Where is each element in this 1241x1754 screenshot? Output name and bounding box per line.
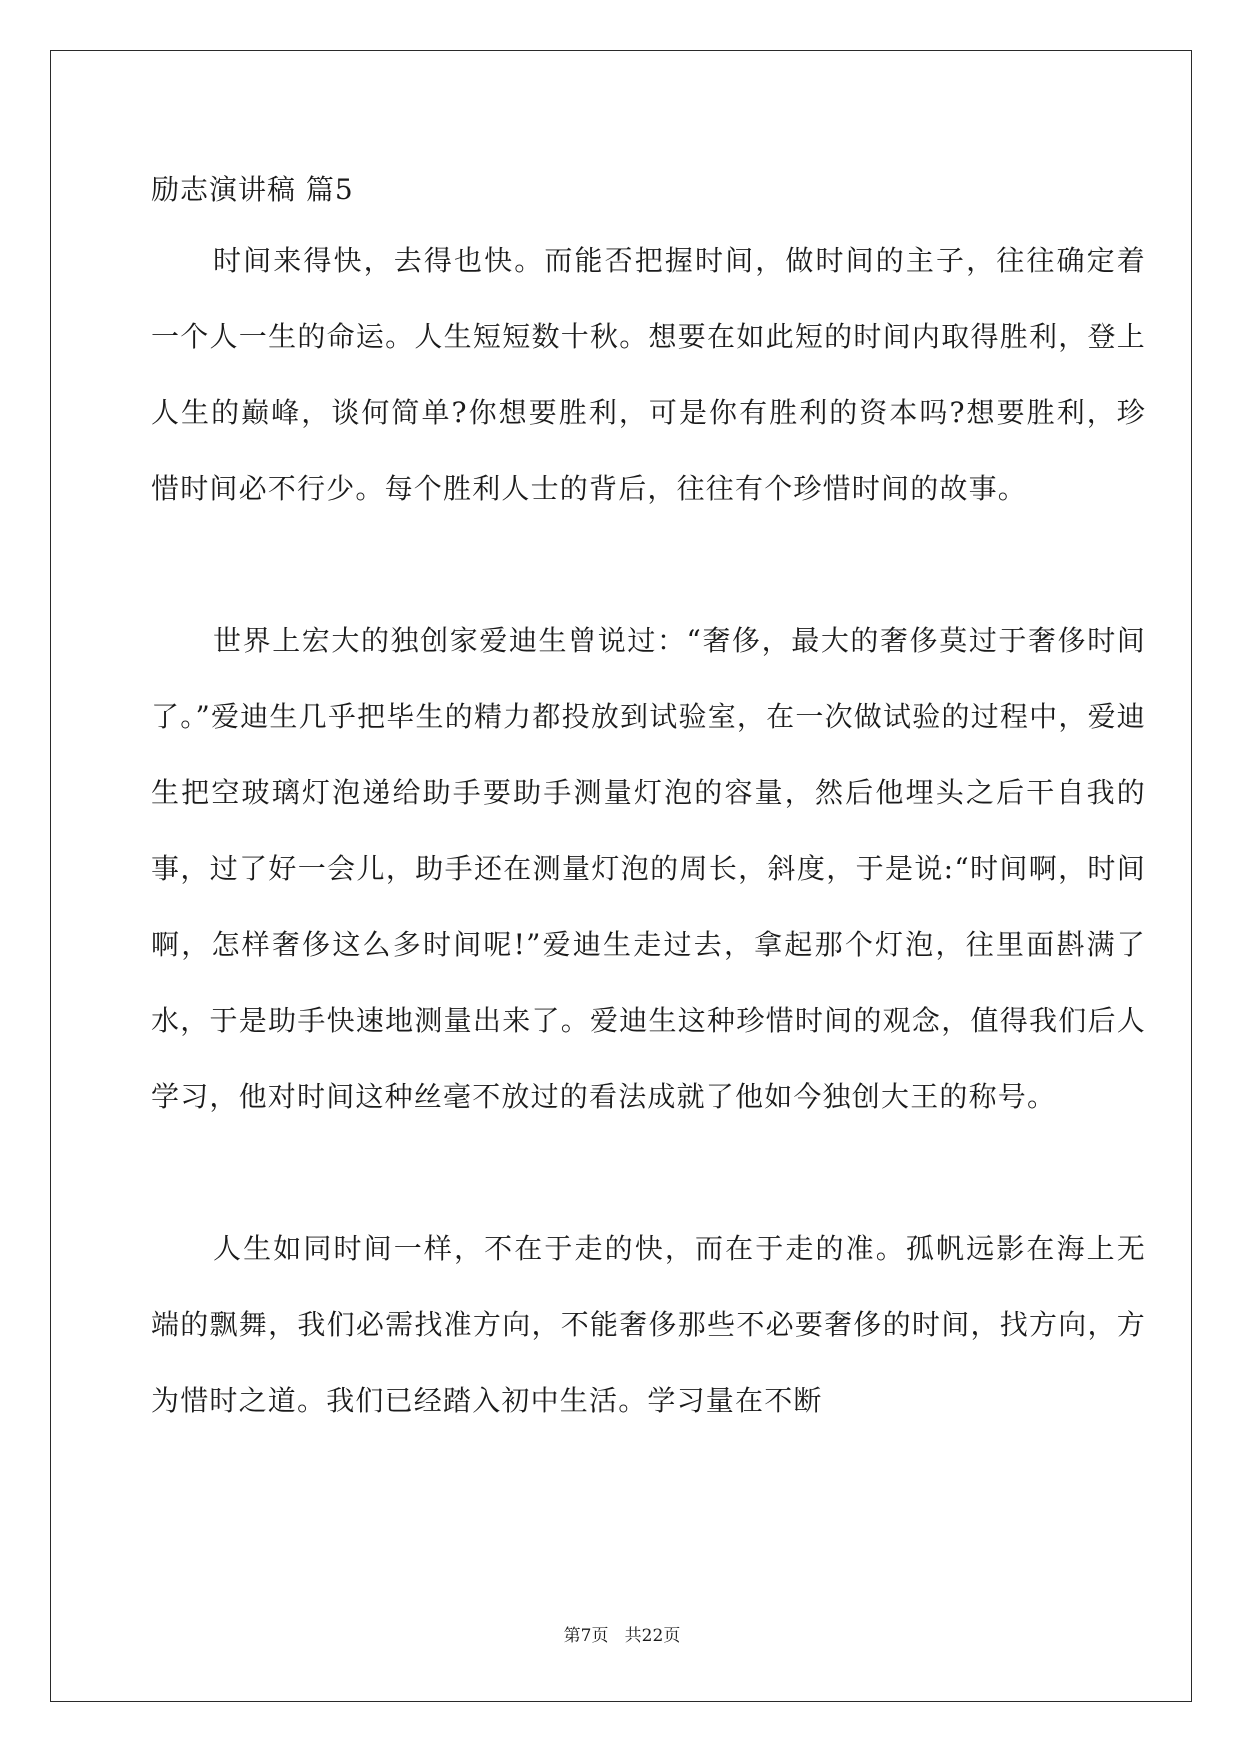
paragraph: 世界上宏大的独创家爱迪生曾说过：“奢侈，最大的奢侈莫过于奢侈时间了。”爱迪生几乎把毕生的精力都投放到试验室，在一次做试验的过程中，爱迪生把空玻璃灯泡递给助手要助手测量灯泡的容量，然后他埋头之后干自我的事，过了好一会儿，助手还在测量灯泡的周长，斜度，于是说:“时间啊，时间啊，怎样奢侈这么多时间呢!”爱迪生走过去，拿起那个灯泡，往里面斟满了水，于是助手快速地测量出来了。爱迪生这种珍惜时间的观念，值得我们后人学习，他对时间这种丝毫不放过的看法成就了他如今独创大王的称号。 xyxy=(151,624,1146,1113)
page-number-footer: 第7页 共22页 xyxy=(563,1626,681,1646)
paragraph: 时间来得快，去得也快。而能否把握时间，做时间的主子，往往确定着一个人一生的命运。人生短短数十秋。想要在如此短的时间内取得胜利，登上人生的巅峰，谈何简单?你想要胜利，可是你有胜利的资本吗?想要胜利，珍惜时间必不行少。每个胜利人士的背后，往往有个珍惜时间的故事。 xyxy=(151,244,1146,505)
paragraph: 人生如同时间一样，不在于走的快，而在于走的准。孤帆远影在海上无端的飘舞，我们必需找准方向，不能奢侈那些不必要奢侈的时间，找方向，方为惜时之道。我们已经踏入初中生活。学习量在不断 xyxy=(151,1232,1146,1417)
document-heading: 励志演讲稿 篇5 xyxy=(151,173,354,206)
page-frame xyxy=(50,50,1192,1702)
